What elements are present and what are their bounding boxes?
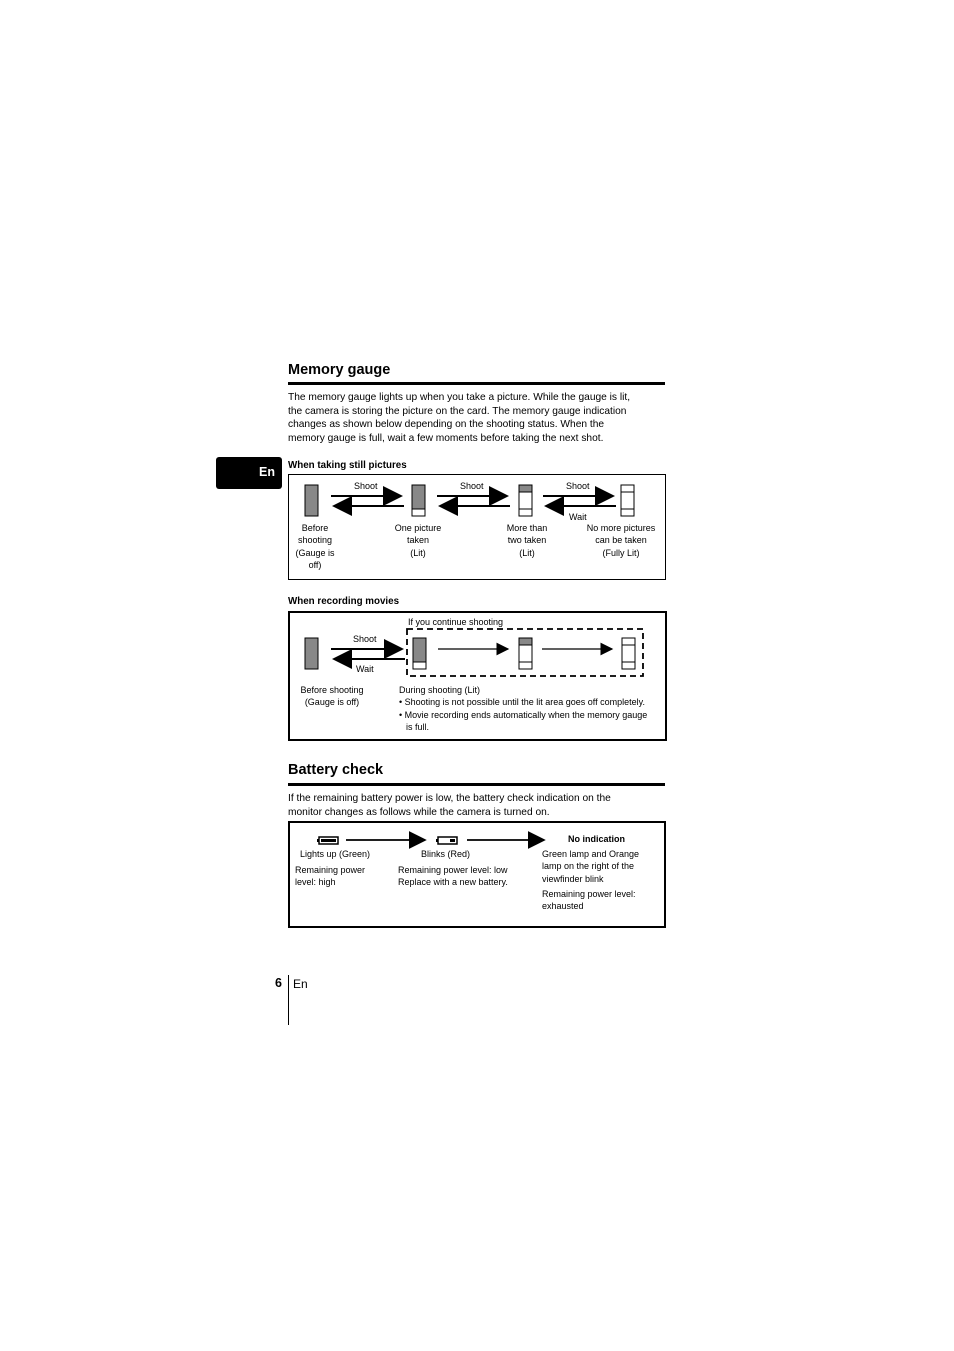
footer-lang: En <box>293 977 308 991</box>
battery-heading: Battery check <box>288 762 384 778</box>
intro-line: changes as shown below depending on the shooting status. When the <box>288 419 605 431</box>
intro-line: the camera is storing the picture on the card. The memory gauge indication <box>288 405 627 417</box>
during-label: During shooting (Lit) <box>399 685 481 695</box>
language-tab-label: En <box>259 465 275 479</box>
memory-gauge-heading: Memory gauge <box>288 362 391 378</box>
state-line: Before shooting <box>300 685 364 695</box>
gauge-empty <box>305 485 318 516</box>
detail-line: viewfinder blink <box>542 873 604 884</box>
state-more-than-two <box>491 522 563 559</box>
battery-diagram <box>288 821 666 928</box>
state-line: One picture <box>394 523 442 533</box>
footer-divider <box>288 975 289 1025</box>
intro-line: memory gauge is full, wait a few moments before taking the next shot. <box>288 432 604 444</box>
detail-line: Green lamp and Orange <box>542 849 640 859</box>
note-line: • Movie recording ends automatically when the memory gauge <box>399 709 648 720</box>
state-line: shooting <box>297 535 333 546</box>
arrow-label-shoot: Shoot <box>354 481 378 491</box>
detail-line: lamp on the right of the <box>542 861 635 872</box>
state-line: Before <box>301 523 329 533</box>
state-one-picture <box>382 522 454 559</box>
battery-state-none: No indication <box>568 834 625 844</box>
movie-before-shooting <box>292 684 372 709</box>
arrow-label-wait: Wait <box>569 512 587 522</box>
battery-full-icon <box>317 837 338 844</box>
heading-rule <box>288 783 665 786</box>
state-line: More than <box>506 523 548 533</box>
level-line: Replace with a new battery. <box>398 877 508 888</box>
shoot-label: Shoot <box>353 634 377 644</box>
note-line: is full. <box>406 722 430 733</box>
gauge-full <box>622 638 635 669</box>
level-line: Remaining power <box>295 865 366 875</box>
gauge-empty <box>305 638 318 669</box>
note-line: • Shooting is not possible until the lit area goes off completely. <box>399 697 645 708</box>
battery-state-red: Blinks (Red) <box>421 849 471 859</box>
still-pictures-diagram <box>288 474 666 580</box>
battery-intro <box>288 792 668 819</box>
arrow-label-shoot: Shoot <box>566 481 590 491</box>
language-tab <box>216 457 282 489</box>
state-line: (Lit) <box>410 547 426 558</box>
intro-line: The memory gauge lights up when you take a picture. While the gauge is lit, <box>288 392 631 403</box>
state-line: two taken <box>507 535 547 546</box>
heading-rule <box>288 382 665 385</box>
page-number: 6 <box>275 976 282 990</box>
battery-state-green: Lights up (Green) <box>300 849 371 859</box>
battery-level-high <box>295 864 365 889</box>
continue-label: If you continue shooting <box>408 617 504 627</box>
battery-level-exhausted <box>542 888 636 913</box>
movie-heading: When recording movies <box>288 596 400 607</box>
gauge-full <box>621 485 634 516</box>
state-before-shooting <box>290 522 340 572</box>
state-line: (Gauge is off) <box>304 697 360 708</box>
battery-none-detail <box>542 848 639 885</box>
state-line: taken <box>406 535 430 546</box>
memory-intro <box>288 391 668 445</box>
state-line: No more pictures <box>586 523 656 533</box>
state-line: (Lit) <box>519 547 535 558</box>
state-line: can be taken <box>595 535 647 546</box>
state-line: (Gauge is <box>295 547 335 558</box>
level-line: level: high <box>295 877 336 888</box>
wait-label: Wait <box>356 664 374 674</box>
intro-line: monitor changes as follows while the camera is turned on. <box>288 806 550 818</box>
still-heading: When taking still pictures <box>288 460 407 471</box>
movie-diagram <box>288 611 667 741</box>
state-line: (Fully Lit) <box>602 547 640 558</box>
battery-level-low <box>398 864 508 889</box>
arrow-label-shoot: Shoot <box>460 481 484 491</box>
state-no-more <box>576 522 666 559</box>
level-line: Remaining power level: low <box>398 865 508 875</box>
intro-line: If the remaining battery power is low, the battery check indication on the <box>288 793 611 804</box>
state-line: off) <box>308 560 322 571</box>
movie-during-shooting <box>399 684 669 734</box>
level-line: exhausted <box>542 901 584 912</box>
battery-low-icon <box>436 837 457 844</box>
level-line: Remaining power level: <box>542 889 636 899</box>
